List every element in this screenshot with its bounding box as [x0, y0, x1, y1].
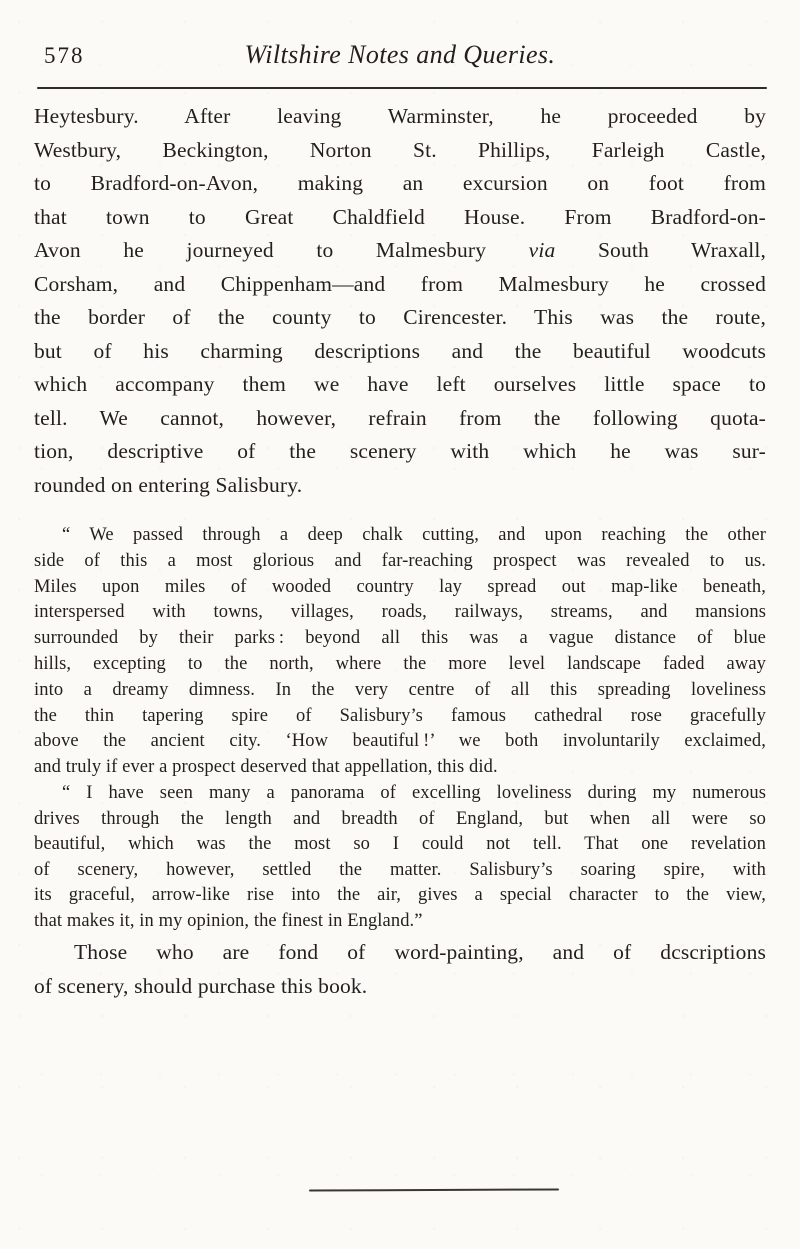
text-line: Miles upon miles of wooded country lay spread out map-like beneath, — [34, 576, 766, 597]
text-line: drives through the length and breadth of England, but when all were so — [34, 808, 766, 829]
paragraph-closing — [34, 936, 766, 1003]
text-line: “ I have seen many a panorama of excelling loveliness during my numerous — [62, 783, 766, 803]
text-line: that makes it, in my opinion, the finest in England.” — [34, 910, 423, 931]
text-line: the thin tapering spire of Salisbury’s famous cathedral rose gracefully — [34, 705, 766, 726]
text-line: Heytesbury. After leaving Warminster, he proceeded by — [34, 104, 766, 128]
text-line: to Bradford-on-Avon, making an excursion on foot from — [34, 171, 766, 195]
text-line-with-italic — [34, 234, 766, 268]
text-line: that town to Great Chaldfield House. From Bradford-on- — [34, 204, 766, 229]
text-line: tell. We cannot, however, refrain from the following quota- — [34, 405, 766, 430]
paragraph-main — [34, 100, 766, 502]
text-line: side of this a most glorious and far-reaching prospect was revealed to us. — [34, 550, 766, 571]
text-line: the border of the county to Cirencester. This was the route, — [34, 305, 766, 329]
text-line: its graceful, arrow-like rise into the air, gives a special character to the view, — [34, 885, 766, 905]
text-line: rounded on entering Salisbury. — [34, 472, 303, 497]
footer-rule — [309, 1188, 559, 1191]
text-line: tion, descriptive of the scenery with which he was sur- — [34, 439, 766, 463]
running-title: Wiltshire Notes and Queries. — [244, 40, 556, 69]
text-line: of scenery, however, settled the matter. Salisbury’s soaring spire, with — [34, 859, 766, 880]
text-line: which accompany them we have left ourselves little space to — [34, 372, 766, 396]
text-line: surrounded by their parks : beyond all this was a vague distance of blue — [34, 628, 766, 649]
text-line: above the ancient city. ‘How beautiful !’ we both involuntarily exclaimed, — [34, 731, 766, 752]
italic-word: via — [528, 238, 556, 262]
text-line: Westbury, Beckington, Norton St. Phillips, Farleigh Castle, — [34, 137, 766, 162]
text-line: “ We passed through a deep chalk cutting, and upon reaching the other — [62, 525, 766, 545]
text-line: interspersed with towns, villages, roads, railways, streams, and mansions — [34, 602, 766, 623]
text-line: and truly if ever a prospect deserved that appellation, this did. — [34, 757, 498, 778]
text-line: hills, excepting to the north, where the more level landscape faded away — [34, 653, 766, 674]
text-line: but of his charming descriptions and the beautiful woodcuts — [34, 338, 766, 363]
quotation-block-2 — [34, 781, 766, 934]
text-line: into a dreamy dimness. In the very centre of all this spreading loveliness — [34, 679, 766, 700]
header-rule — [37, 87, 767, 89]
text-line: Those who are fond of word-painting, and of dcscriptions — [74, 940, 766, 964]
page-number: 578 — [44, 43, 85, 68]
text-line: of scenery, should purchase this book. — [34, 973, 368, 998]
text-segment: Avon he journeyed to Malmesbury — [34, 238, 529, 262]
text-line: Corsham, and Chippenham—and from Malmesbury he crossed — [34, 271, 766, 296]
text-line: beautiful, which was the most so I could not tell. That one revelation — [34, 834, 766, 854]
text-segment: South Wraxall, — [555, 238, 766, 262]
quotation-block-1 — [34, 523, 766, 781]
